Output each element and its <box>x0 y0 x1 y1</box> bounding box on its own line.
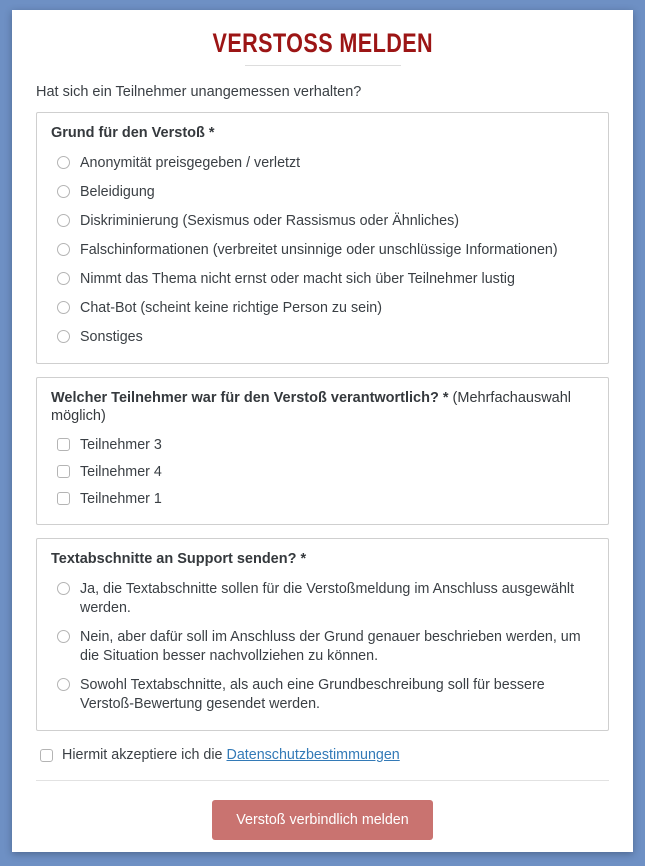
radio-icon[interactable] <box>57 582 70 595</box>
legend-reason <box>51 124 596 142</box>
option-label: Chat-Bot (scheint keine richtige Person zu sein) <box>80 300 382 316</box>
fieldset-send-excerpts <box>36 538 609 731</box>
radio-icon[interactable] <box>57 185 70 198</box>
checkbox-icon[interactable] <box>57 465 70 478</box>
option-label: Nein, aber dafür soll im Anschluss der Grund genauer beschrieben werden, um die Situation besser nachvollziehen zu können. <box>80 629 581 664</box>
checkbox-icon[interactable] <box>57 492 70 505</box>
option-row-participant-1[interactable] <box>49 459 596 486</box>
option-label: Ja, die Textabschnitte sollen für die Verstoßmeldung im Anschluss ausgewählt werden. <box>80 581 575 616</box>
fieldset-reason <box>36 112 609 364</box>
footer-divider <box>36 780 609 781</box>
privacy-policy-link[interactable]: Datenschutzbestimmungen <box>226 747 400 763</box>
legend-participants <box>51 389 596 425</box>
option-row-reason-2[interactable] <box>49 207 596 236</box>
radio-icon[interactable] <box>57 243 70 256</box>
option-label: Teilnehmer 1 <box>80 491 162 507</box>
page-title: VERSTOSS MELDEN <box>212 28 433 58</box>
option-label: Beleidigung <box>80 184 155 200</box>
legend-send-excerpts <box>51 550 596 568</box>
consent-row[interactable] <box>38 744 609 765</box>
option-label: Sowohl Textabschnitte, als auch eine Grundbeschreibung soll für bessere Verstoß-Bewertung gesendet werden. <box>80 677 545 712</box>
consent-label <box>62 746 400 765</box>
option-row-reason-3[interactable] <box>49 236 596 265</box>
radio-icon[interactable] <box>57 678 70 691</box>
option-row-participant-2[interactable] <box>49 486 596 513</box>
option-label: Sonstiges <box>80 329 143 345</box>
legend-reason-text: Grund für den Verstoß * <box>51 125 215 141</box>
option-row-excerpts-1[interactable] <box>49 623 596 671</box>
legend-participants-suffix: (Mehrfachauswahl möglich) <box>51 390 572 424</box>
option-row-reason-1[interactable] <box>49 178 596 207</box>
intro-question: Hat sich ein Teilnehmer unangemessen verhalten? <box>36 84 362 100</box>
option-row-excerpts-0[interactable] <box>49 575 596 623</box>
option-label: Teilnehmer 4 <box>80 464 162 480</box>
radio-icon[interactable] <box>57 630 70 643</box>
title-divider <box>245 65 401 66</box>
radio-icon[interactable] <box>57 214 70 227</box>
submit-area <box>36 800 609 840</box>
consent-checkbox-icon[interactable] <box>40 749 53 762</box>
card-content <box>12 10 633 840</box>
consent-text: Hiermit akzeptiere ich die <box>62 747 223 763</box>
header <box>36 22 609 66</box>
radio-icon[interactable] <box>57 301 70 314</box>
option-label: Nimmt das Thema nicht ernst oder macht sich über Teilnehmer lustig <box>80 271 515 287</box>
report-violation-card <box>12 10 633 852</box>
checkbox-icon[interactable] <box>57 438 70 451</box>
option-row-excerpts-2[interactable] <box>49 671 596 719</box>
option-row-reason-5[interactable] <box>49 294 596 323</box>
legend-participants-text: Welcher Teilnehmer war für den Verstoß verantwortlich? * <box>51 390 449 406</box>
submit-report-button[interactable]: Verstoß verbindlich melden <box>212 800 432 840</box>
option-label: Anonymität preisgegeben / verletzt <box>80 155 301 171</box>
option-label: Diskriminierung (Sexismus oder Rassismus oder Ähnliches) <box>80 213 459 229</box>
option-row-reason-6[interactable] <box>49 323 596 352</box>
option-label: Teilnehmer 3 <box>80 437 162 453</box>
radio-icon[interactable] <box>57 330 70 343</box>
option-label: Falschinformationen (verbreitet unsinnige oder unschlüssige Informationen) <box>80 242 558 258</box>
radio-icon[interactable] <box>57 156 70 169</box>
option-row-reason-4[interactable] <box>49 265 596 294</box>
legend-send-excerpts-text: Textabschnitte an Support senden? * <box>51 551 307 567</box>
option-row-reason-0[interactable] <box>49 149 596 178</box>
option-row-participant-0[interactable] <box>49 432 596 459</box>
radio-icon[interactable] <box>57 272 70 285</box>
fieldset-participants <box>36 377 609 525</box>
